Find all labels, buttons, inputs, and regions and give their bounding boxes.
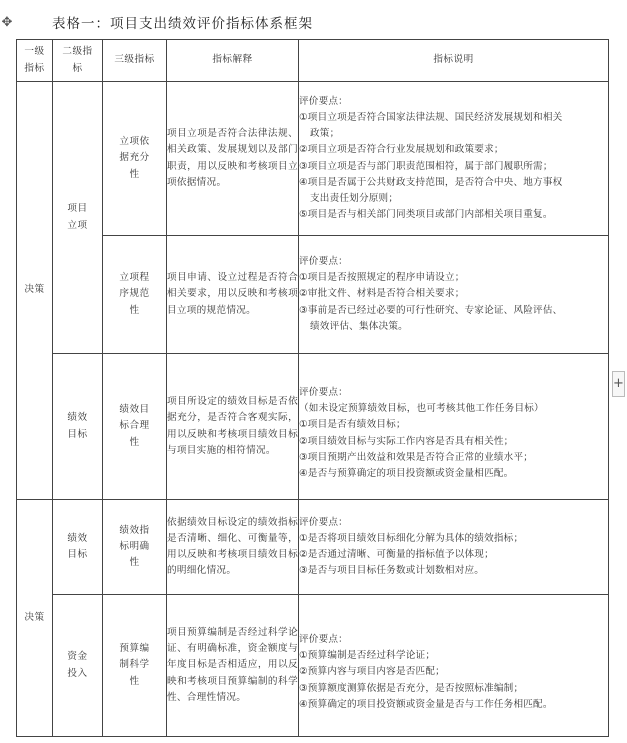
level3-cell: 立项依据充分性	[103, 82, 167, 236]
description-line: ⑤项目是否与相关部门同类项目或部门内部相关项目重复。	[299, 208, 553, 220]
description-line: 政策；	[310, 128, 340, 140]
description-line: ②项目立项是否符合行业发展规划和政策要求；	[299, 144, 504, 156]
level2-cell: 资金投入	[53, 595, 103, 737]
plus-icon[interactable]: +	[612, 371, 625, 397]
description-line: 评价要点：	[299, 256, 348, 268]
description-line: ①预算编制是否经过科学论证；	[299, 650, 436, 662]
explanation-cell: 项目立项是否符合法律法规、相关政策、发展规划以及部门职责，用以反映和考核项目立项依据情况。	[167, 82, 299, 236]
header-level3: 三级指标	[103, 40, 167, 82]
level3-cell: 预算编制科学性	[103, 595, 167, 737]
description-cell	[299, 595, 609, 737]
description-cell	[299, 236, 609, 354]
level2-cell: 项目立项	[53, 82, 103, 354]
header-description: 指标说明	[299, 40, 609, 82]
level3-cell: 立项程序规范性	[103, 236, 167, 354]
description-line: ④预算确定的项目投资额或资金量是否与工作任务相匹配。	[299, 698, 553, 710]
description-line: ③预算额度测算依据是否充分，是否按照标准编制；	[299, 682, 524, 694]
explanation-cell: 项目所设定的绩效目标是否依据充分，是否符合客观实际，用以反映和考核项目绩效目标与项目实施的相符情况。	[167, 354, 299, 500]
description-line: ①项目是否有绩效目标；	[299, 419, 406, 431]
level3-cell: 绩效指标明确性	[103, 500, 167, 595]
table-row	[17, 595, 609, 737]
description-line: ②项目绩效目标与实际工作内容是否具有相关性；	[299, 435, 514, 447]
description-line: 支出责任划分原则；	[310, 192, 399, 204]
level1-cell: 决策	[17, 500, 53, 737]
description-line: 评价要点：	[299, 387, 348, 399]
header-row	[17, 40, 609, 82]
description-line: ③项目预期产出效益和效果是否符合正常的业绩水平；	[299, 451, 534, 463]
description-line: ③是否与项目目标任务数或计划数相对应。	[299, 565, 485, 577]
description-cell	[299, 500, 609, 595]
explanation-cell: 项目预算编制是否经过科学论证、有明确标准，资金额度与年度目标是否相适应，用以反映和考核项目预算编制的科学性、合理性情况。	[167, 595, 299, 737]
description-line: ②是否通过清晰、可衡量的指标值予以体现；	[299, 549, 494, 560]
explanation-cell: 项目申请、设立过程是否符合相关要求，用以反映和考核项目立项的规范情况。	[167, 236, 299, 354]
table-row	[17, 82, 609, 236]
description-line: ④是否与预算确定的项目投资额或资金量相匹配。	[299, 467, 514, 479]
header-explanation: 指标解释	[167, 40, 299, 82]
level1-cell: 决策	[17, 82, 53, 500]
description-line: （如未设定预算绩效目标，也可考核其他工作任务目标）	[299, 403, 544, 415]
description-line: 评价要点：	[299, 96, 348, 108]
description-line: 绩效评估、集体决策。	[310, 320, 408, 332]
header-level2: 二级指标	[53, 40, 103, 82]
description-line: ③项目立项是否与部门职责范围相符，属于部门履职所需；	[299, 160, 553, 172]
description-line: ③事前是否已经过必要的可行性研究、专家论证、风险评估、	[299, 304, 563, 316]
description-line: ②审批文件、材料是否符合相关要求；	[299, 288, 465, 300]
table-row	[17, 236, 609, 354]
level2-cell: 绩效目标	[53, 354, 103, 500]
header-level1: 一级指标	[17, 40, 53, 82]
description-line: ④项目是否属于公共财政支持范围，是否符合中央、地方事权	[299, 176, 563, 188]
explanation-cell: 依据绩效目标设定的绩效指标是否清晰、细化、可衡量等，用以反映和考核项目绩效目标的明细化情况。	[167, 500, 299, 595]
description-cell	[299, 82, 609, 236]
table-row	[17, 500, 609, 595]
description-line: 评价要点：	[299, 516, 348, 528]
indicator-table	[16, 39, 609, 737]
description-line: ②预算内容与项目内容是否匹配；	[299, 666, 445, 678]
level2-cell: 绩效目标	[53, 500, 103, 595]
table-caption: 表格一：项目支出绩效评价指标体系框架	[52, 16, 313, 32]
description-line: ①项目是否按照规定的程序申请设立；	[299, 272, 465, 284]
level3-cell: 绩效目标合理性	[103, 354, 167, 500]
description-cell	[299, 354, 609, 500]
description-line: 评价要点：	[299, 634, 348, 646]
table-row	[17, 354, 609, 500]
description-line: ①项目立项是否符合国家法律法规、国民经济发展规划和相关	[299, 112, 563, 124]
description-line: ①是否将项目绩效目标细化分解为具体的绩效指标；	[299, 532, 524, 544]
move-arrows-icon[interactable]: ✥	[1, 15, 13, 30]
